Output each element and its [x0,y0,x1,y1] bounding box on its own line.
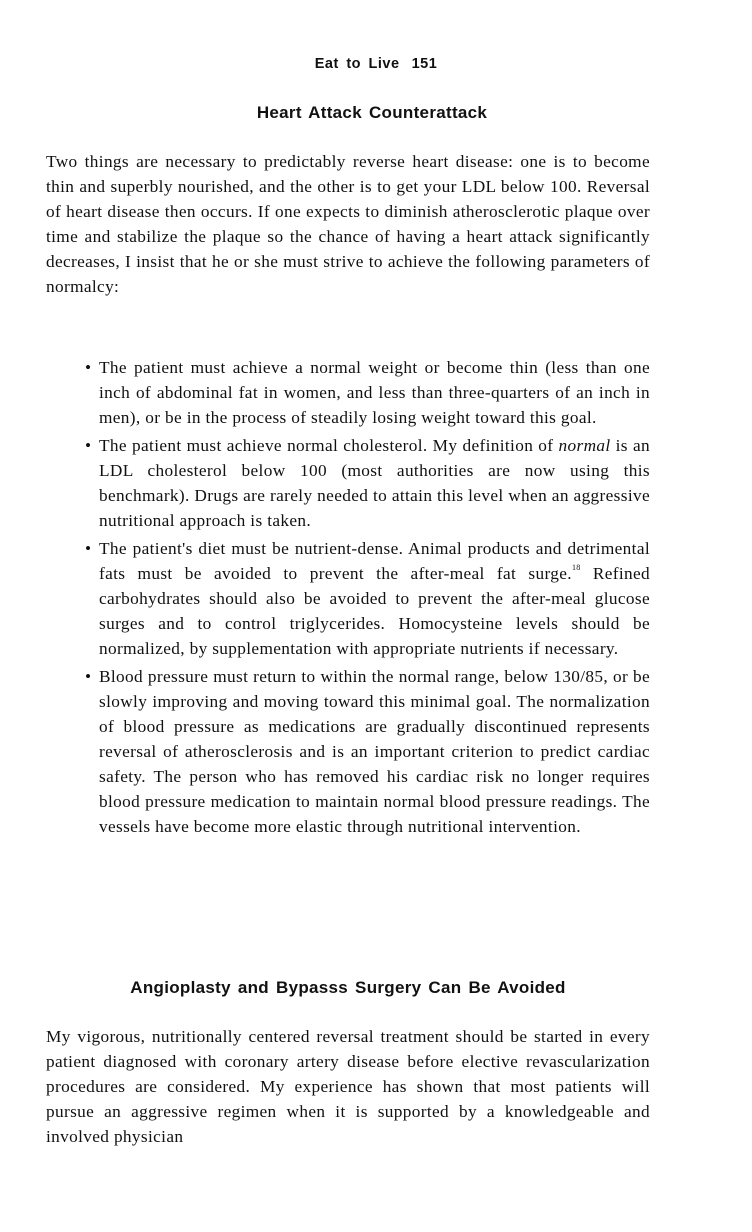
intro-paragraph: Two things are necessary to predictably reverse heart disease: one is to become thin and superbly nourished, and the other is to get your LDL below 100. Reversal of heart disease then occurs. If one expects to diminish atherosclerotic plaque over time and stabilize the plaque so the chance of having a heart attack significantly decreases, I insist that he or she must strive to achieve the following parameters of normalcy: [46,152,650,296]
list-item-text: The patient's diet must be nutrient-dense. Animal products and detrimental fats must be avoided to prevent the after-meal fat surge. [99,539,650,583]
list-item [85,433,650,533]
footnote-marker: 18 [571,563,581,572]
list-item-text: Refined carbohydrates should also be avoided to prevent the after-meal glucose surges and to control triglycerides. Homocysteine levels should be normalized, by supplementation with appropriate nutrients if necessary. [99,564,651,658]
bullet-icon: • [85,436,92,455]
bullet-icon: • [85,539,92,558]
list-item [85,536,650,661]
list-item-text: is an LDL cholesterol below 100 (most authorities are now using this benchmark). Drugs are rarely needed to attain this level when an aggressive nutritional approach is taken. [99,436,651,530]
list-item-text: Blood pressure must return to within the normal range, below 130/85, or be slowly improving and moving toward this minimal goal. The normalization of blood pressure as medications are gradually discontinued represents reversal of atherosclerosis and is an important criterion to predict cardiac safety. The person who has removed his cardiac risk no longer requires blood pressure medication to maintain normal blood pressure readings. The vessels have become more elastic through nutritional intervention. [99,667,650,836]
list-item-text: The patient must achieve a normal weight or become thin (less than one inch of abdominal fat in women, and less than three-quarters of an inch in men), or be in the process of steadily losing weight toward this goal. [99,358,650,427]
section-heading-heart-attack: Heart Attack Counterattack [256,103,488,122]
book-title: Eat to Live [314,56,400,72]
bullet-icon: • [85,667,92,686]
parameters-list [85,355,650,842]
page-number: 151 [411,56,438,72]
closing-paragraph: My vigorous, nutritionally centered reversal treatment should be started in every patient diagnosed with coronary artery disease before elective revascularization procedures are considered. My experience has shown that most patients will pursue an aggressive regimen when it is supported by a knowledgeable and involved physician [46,1027,650,1146]
running-head [0,56,752,72]
section-heading-angioplasty: Angioplasty and Bypasss Surgery Can Be Avoided [130,978,566,997]
emphasis-normal: normal [558,436,611,455]
list-item [85,664,650,839]
bullet-icon: • [85,358,92,377]
list-item-text: The patient must achieve normal cholesterol. My definition of [99,436,559,455]
list-item [85,355,650,430]
